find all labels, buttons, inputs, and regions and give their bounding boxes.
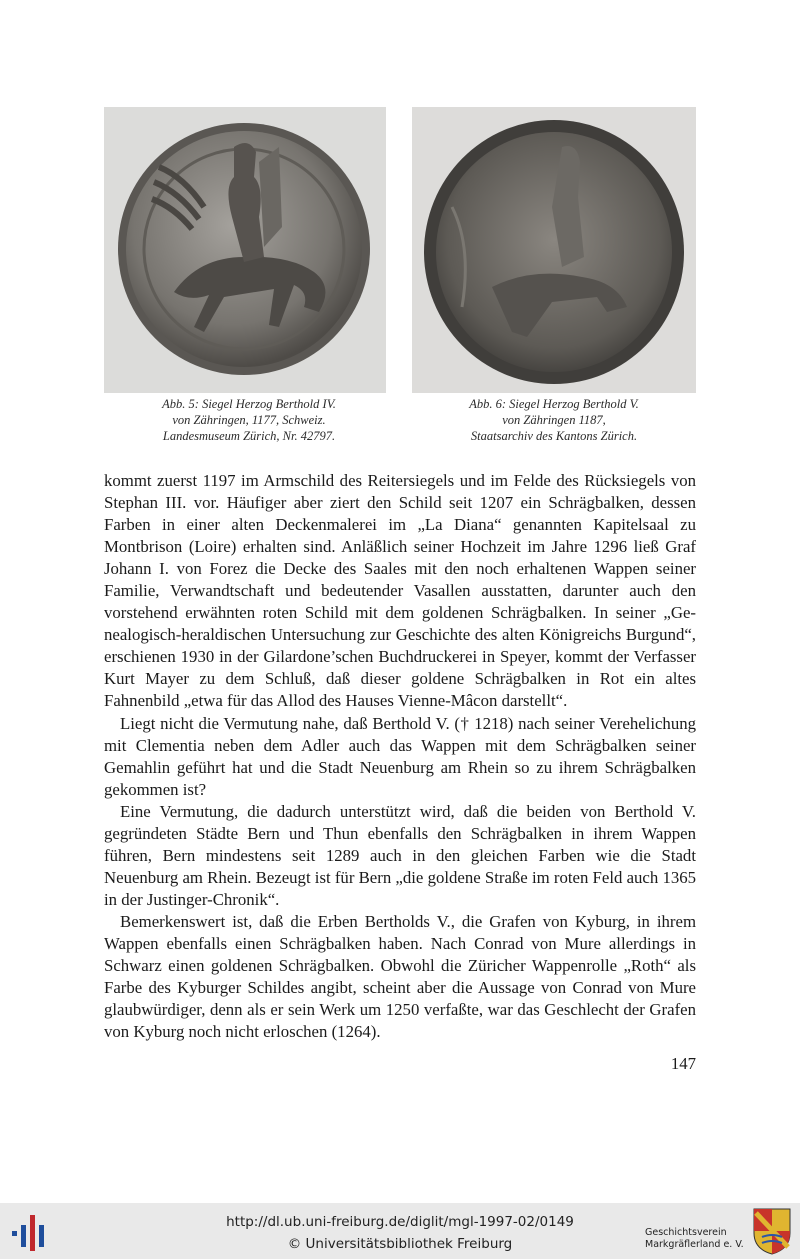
footer-bar bbox=[0, 1203, 800, 1259]
caption-line: Abb. 6: Siegel Herzog Berthold V. bbox=[469, 397, 639, 411]
paragraph: Bemerkenswert ist, daß die Erben Bertholds V., die Grafen von Kyburg, in ihrem Wappen ebenfalls einen Schrägbalken haben. Nach Conrad von Mure allerdings in Schwarz einen goldenen Schrägbalken. Obwohl die Züricher Wappenrolle „Roth“ als Farbe des Kyburger Schildes angibt, scheint aber die Aussage von Conrad von Mure glaubwürdiger, denn als er sein Werk um 1250 verfaßte, war das Geschlecht der Grafen von Kyburg noch nicht erloschen (1264). bbox=[104, 911, 696, 1042]
caption-line: von Zähringen, 1177, Schweiz. bbox=[172, 413, 326, 427]
footer-links bbox=[160, 1211, 640, 1255]
page-number: 147 bbox=[670, 1054, 696, 1073]
caption-line: Landesmuseum Zürich, Nr. 42797. bbox=[162, 429, 336, 443]
seal-image-berthold-iv bbox=[104, 107, 386, 393]
body-text bbox=[104, 470, 696, 1043]
paragraph: Liegt nicht die Vermutung nahe, daß Berthold V. († 1218) nach seiner Verehelichung mit Clementia neben dem Adler auch das Wappen mit dem Schrägbalken seiner Gemahlin geführt hat und die Stadt Neuenburg am Rhein so zu ihrem Schrägbalken gekommen ist? bbox=[104, 713, 696, 799]
seal-photo-1 bbox=[104, 107, 386, 393]
figure-caption-5 bbox=[104, 396, 394, 444]
society-line: Markgräflerland e. V. bbox=[645, 1239, 744, 1250]
copyright-notice: © Universitätsbibliothek Freiburg bbox=[287, 1236, 513, 1252]
seal-image-berthold-v bbox=[412, 107, 696, 393]
society-line: Geschichtsverein bbox=[645, 1227, 727, 1238]
permalink[interactable]: http://dl.ub.uni-freiburg.de/diglit/mgl-1997-02/0149 bbox=[226, 1214, 574, 1230]
caption-line: Staatsarchiv des Kantons Zürich. bbox=[470, 429, 638, 443]
coat-of-arms-icon bbox=[752, 1207, 792, 1255]
caption-line: von Zähringen 1187, bbox=[502, 413, 606, 427]
paragraph: Eine Vermutung, die dadurch unterstützt wird, daß die beiden von Berthold V. gegründeten Städte Bern und Thun ebenfalls den Schrägbalken in ihrem Wappen führen, Bern mindestens seit 1289 auch in den gleichen Farben wie die Stadt Neuenburg am Rhein. Bezeugt ist für Bern „die goldene Straße im roten Feld auch 1365 in der Justinger-Chronik“. bbox=[104, 801, 697, 909]
paragraph: kommt zuerst 1197 im Armschild des Reitersiegels und im Felde des Rücksiegels von Stephan III. vor. Häufiger aber ziert den Schild seit 1207 ein Schrägbalken, dessen Farben in einer alten Deckenmalerei im „La Diana“ genannten Kapitelsaal zu Montbrison (Loire) erhalten sind. Anläßlich seiner Hochzeit im Jahre 1296 ließ Graf Johann I. von Forez die Decke des Saales mit den noch erhaltenen Wappen seiner Familie, Verwandtschaft und bedeutender Vasallen ausstatten, darunter auch den vorstehend erwähnten roten Schild mit dem goldenen Schrägbalken. In seiner „Genealogisch-heraldischen Untersuchung zur Geschichte des alten Königreichs Burgund“, erschienen 1930 in der Gilardone’schen Buchdruckerei in Speyer, kommt der Verfasser Kurt Mayer zu dem Schluß, daß dieser goldene Schrägbalken in Rot ein altes Fahnenbild „etwa für das Allod des Hauses Vienne-Mâcon darstellt“. bbox=[104, 471, 696, 711]
society-name bbox=[645, 1227, 744, 1251]
seal-photo-2 bbox=[412, 107, 696, 393]
library-logo-icon bbox=[10, 1211, 50, 1255]
caption-line: Abb. 5: Siegel Herzog Berthold IV. bbox=[162, 397, 336, 411]
figure-caption-6 bbox=[404, 396, 704, 444]
